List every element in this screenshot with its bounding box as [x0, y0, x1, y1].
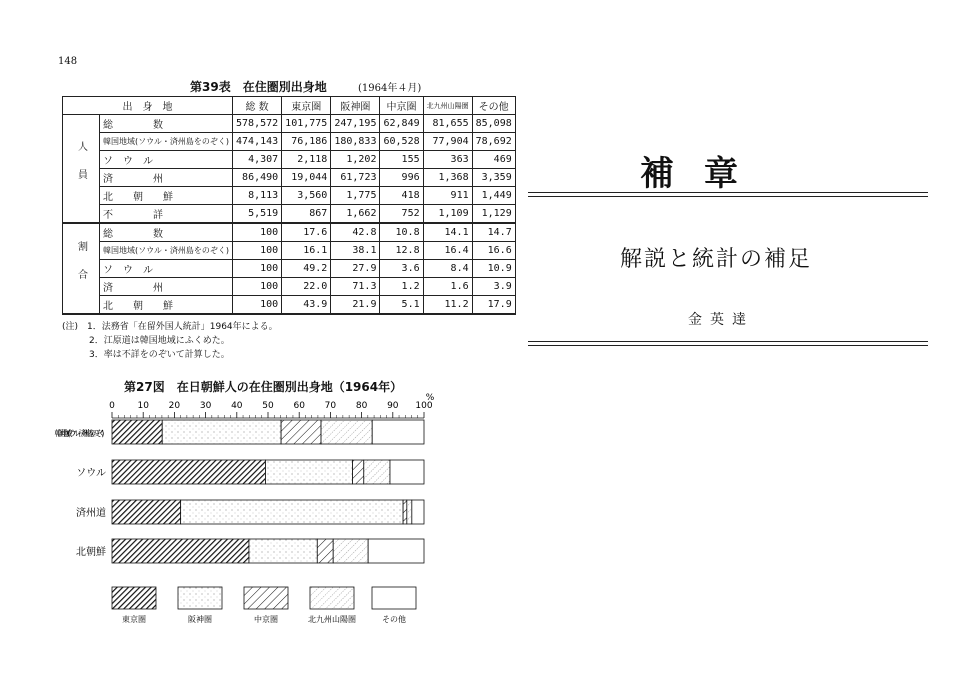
row-label: 総 数: [100, 223, 233, 242]
table-cell: 81,655: [423, 115, 472, 133]
row-label: 韓国地域(ソウル・済州島をのぞく): [100, 242, 233, 260]
table-cell: 3,359: [472, 169, 515, 187]
table-cell: 247,195: [331, 115, 380, 133]
bar-segment: [112, 460, 266, 484]
tick-label: 60: [293, 401, 305, 411]
table-title: 第39表 在住圏別出身地: [190, 80, 327, 94]
header-col: 阪神圏: [331, 97, 380, 115]
table-cell: 1.2: [380, 278, 423, 296]
table-cell: 76,186: [282, 133, 331, 151]
table-row: [63, 223, 516, 242]
legend-label: 阪神圏: [188, 615, 212, 624]
category-label: 韓国地域(ソウル・済州島をのぞく): [54, 429, 106, 438]
tick-label: 20: [168, 401, 181, 411]
table-cell: 911: [423, 187, 472, 205]
tick-label: 70: [324, 401, 337, 411]
table-cell: 100: [233, 296, 282, 315]
table-cell: 3,560: [282, 187, 331, 205]
table-cell: 100: [233, 278, 282, 296]
bar-segment: [281, 420, 321, 444]
table-cell: 180,833: [331, 133, 380, 151]
table-cell: 43.9: [282, 296, 331, 315]
bar-segment: [317, 539, 333, 563]
legend-label: 東京圏: [122, 615, 146, 624]
table-cell: 14.7: [472, 223, 515, 242]
chapter-subtitle: 解説と統計の補足: [620, 247, 813, 272]
group-label: 人員: [63, 115, 100, 224]
table-cell: 1,109: [423, 205, 472, 224]
table-cell: 62,849: [380, 115, 423, 133]
group-label: 割合: [63, 223, 100, 314]
table-row: [63, 260, 516, 278]
table-cell: 17.9: [472, 296, 515, 315]
table-cell: 11.2: [423, 296, 472, 315]
legend-label: 北九州山陽圏: [308, 615, 356, 624]
bar-segment: [162, 420, 281, 444]
header-col: 北九州山陽圏: [423, 97, 472, 115]
tick-label: 90: [387, 401, 399, 411]
legend-label: その他: [382, 615, 406, 624]
table-row: [63, 278, 516, 296]
row-label: 北 朝 鮮: [100, 296, 233, 315]
header-col: その他: [472, 97, 515, 115]
table-cell: 752: [380, 205, 423, 224]
row-label: ソ ウ ル: [100, 151, 233, 169]
table-cell: 17.6: [282, 223, 331, 242]
table-cell: 5,519: [233, 205, 282, 224]
legend: [112, 587, 416, 624]
legend-swatch: [244, 587, 288, 609]
table-cell: 78,692: [472, 133, 515, 151]
table-cell: 22.0: [282, 278, 331, 296]
table-cell: 8,113: [233, 187, 282, 205]
unit-label: %: [425, 393, 435, 403]
note-line: 3．率は不詳をのぞいて計算した。: [62, 350, 230, 360]
table-row: [63, 115, 516, 133]
bar-segment: [403, 500, 407, 524]
legend-label: 中京圏: [254, 615, 278, 624]
tick-label: 100: [415, 401, 433, 411]
table-cell: 100: [233, 223, 282, 242]
table-row: [63, 133, 516, 151]
tick-label: 10: [137, 401, 149, 411]
table-cell: 10.9: [472, 260, 515, 278]
table-cell: 474,143: [233, 133, 282, 151]
category-label: ソウル: [76, 468, 106, 479]
table-cell: 77,904: [423, 133, 472, 151]
header-col: 東京圏: [282, 97, 331, 115]
table-cell: 85,098: [472, 115, 515, 133]
bar-segment: [181, 500, 403, 524]
table-cell: 86,490: [233, 169, 282, 187]
table-cell: 71.3: [331, 278, 380, 296]
row-label: 北 朝 鮮: [100, 187, 233, 205]
table-cell: 1,449: [472, 187, 515, 205]
table-cell: 8.4: [423, 260, 472, 278]
row-label: 済 州: [100, 169, 233, 187]
row-label: 韓国地域(ソウル・済州島をのぞく): [100, 133, 233, 151]
table-cell: 1,129: [472, 205, 515, 224]
rule-bottom-2: [528, 345, 928, 346]
table-cell: 12.8: [380, 242, 423, 260]
rule-bottom: [528, 341, 928, 342]
table-cell: 4,307: [233, 151, 282, 169]
table-cell: 100: [233, 242, 282, 260]
table-cell: 469: [472, 151, 515, 169]
note-line: (注) 1．法務省「在留外国人統計」1964年による。: [62, 322, 278, 332]
table-cell: 578,572: [233, 115, 282, 133]
bar-segment: [249, 539, 317, 563]
table-cell: 49.2: [282, 260, 331, 278]
table-row: [63, 296, 516, 315]
bar-segment: [372, 420, 424, 444]
table-cell: 2,118: [282, 151, 331, 169]
bar-segment: [407, 500, 412, 524]
table-cell: 1,202: [331, 151, 380, 169]
legend-swatch: [112, 587, 156, 609]
category-labels: [54, 428, 106, 558]
table-cell: 61,723: [331, 169, 380, 187]
table-cell: 16.4: [423, 242, 472, 260]
table-cell: 101,775: [282, 115, 331, 133]
table-cell: 3.6: [380, 260, 423, 278]
stacked-bar-chart: [50, 382, 470, 647]
header-col: 総 数: [233, 97, 282, 115]
table-cell: 5.1: [380, 296, 423, 315]
table-cell: 996: [380, 169, 423, 187]
table-cell: 38.1: [331, 242, 380, 260]
table-row: [63, 242, 516, 260]
tick-label: 0: [109, 401, 115, 411]
table-cell: 155: [380, 151, 423, 169]
bar-segment: [112, 420, 162, 444]
figure-title: 第27図 在日朝鮮人の在住圏別出身地（1964年）: [124, 380, 403, 394]
header-origin: 出 身 地: [63, 97, 233, 115]
category-label: 済州道: [76, 508, 106, 519]
note-line: 2．江原道は韓国地域にふくめた。: [62, 336, 230, 346]
table-cell: 1,368: [423, 169, 472, 187]
table-cell: 16.6: [472, 242, 515, 260]
row-label: 総 数: [100, 115, 233, 133]
row-label: 済 州: [100, 278, 233, 296]
table-cell: 100: [233, 260, 282, 278]
table-date: (1964年４月): [358, 83, 422, 94]
table-cell: 1.6: [423, 278, 472, 296]
page-number: 148: [58, 56, 78, 67]
rule-top-2: [528, 196, 928, 197]
table-body: [63, 115, 516, 315]
table-cell: 16.1: [282, 242, 331, 260]
legend-swatch: [178, 587, 222, 609]
bar-segment: [412, 500, 424, 524]
bar-segment: [353, 460, 364, 484]
table-cell: 363: [423, 151, 472, 169]
tick-label: 30: [199, 401, 212, 411]
legend-swatch: [310, 587, 354, 609]
table-cell: 418: [380, 187, 423, 205]
legend-swatch: [372, 587, 416, 609]
row-label: ソ ウ ル: [100, 260, 233, 278]
table-cell: 19,044: [282, 169, 331, 187]
bar-segment: [364, 460, 390, 484]
bar-segment: [368, 539, 424, 563]
bar-segment: [112, 539, 249, 563]
table-cell: 867: [282, 205, 331, 224]
bar-segment: [333, 539, 368, 563]
table-cell: 14.1: [423, 223, 472, 242]
table-row: [63, 151, 516, 169]
table-cell: 21.9: [331, 296, 380, 315]
table-header-row: [63, 97, 516, 115]
table-cell: 1,775: [331, 187, 380, 205]
tick-label: 50: [262, 401, 274, 411]
table-cell: 3.9: [472, 278, 515, 296]
category-label: 北朝鮮: [76, 547, 106, 558]
bars: [112, 420, 424, 563]
bar-segment: [321, 420, 372, 444]
bar-segment: [266, 460, 353, 484]
table-cell: 60,528: [380, 133, 423, 151]
table-row: [63, 169, 516, 187]
bar-segment: [112, 500, 181, 524]
table-row: [63, 187, 516, 205]
chapter-title: 補章: [640, 154, 768, 194]
author-name: 金英達: [688, 312, 754, 328]
table-row: [63, 205, 516, 224]
stats-table: [62, 96, 516, 315]
bar-segment: [390, 460, 424, 484]
table-cell: 1,662: [331, 205, 380, 224]
x-axis: [109, 393, 435, 418]
tick-label: 40: [231, 401, 243, 411]
table-notes: [62, 320, 278, 362]
tick-label: 80: [355, 401, 368, 411]
table-cell: 10.8: [380, 223, 423, 242]
table-cell: 42.8: [331, 223, 380, 242]
table-cell: 27.9: [331, 260, 380, 278]
header-col: 中京圏: [380, 97, 423, 115]
row-label: 不 詳: [100, 205, 233, 224]
